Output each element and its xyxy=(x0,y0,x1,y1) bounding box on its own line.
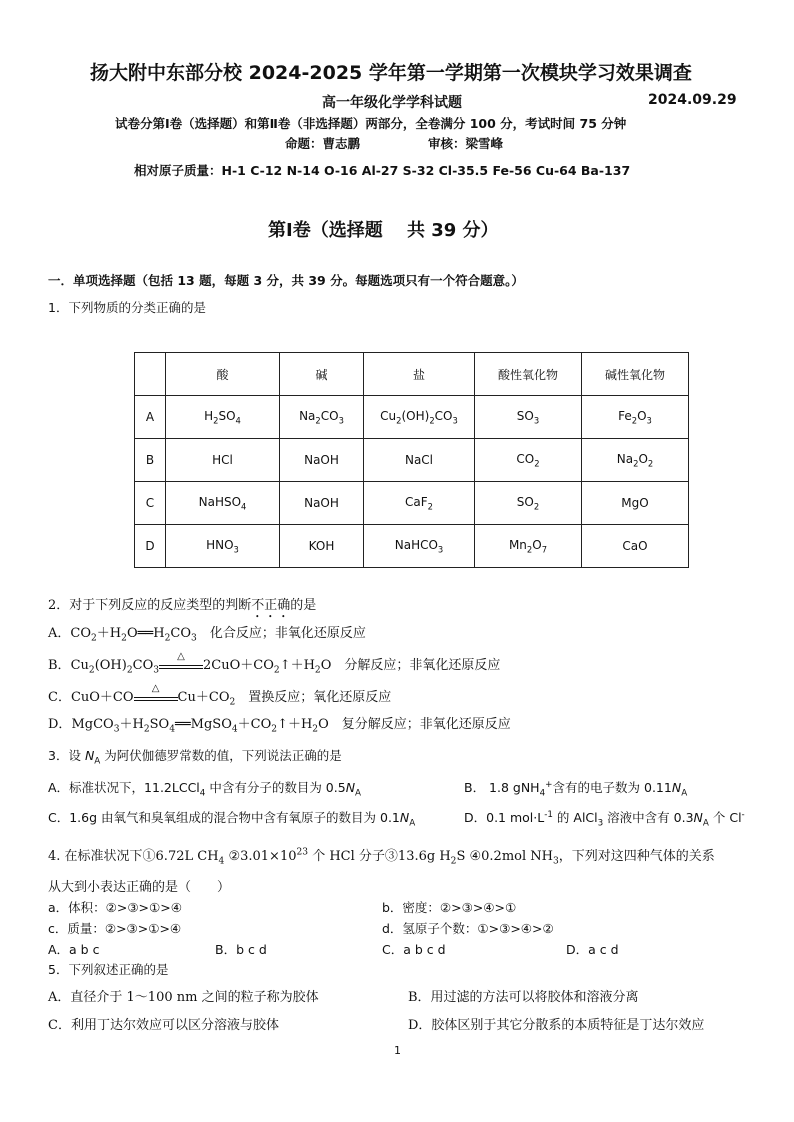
q4-item-a: a．体积：②>③>①>④ xyxy=(48,900,182,915)
table-header-row xyxy=(135,353,689,396)
q2-option-a: A．$CO_2+H_2O══H_2CO_3$ 化合反应；非氧化还原反应 xyxy=(48,626,366,644)
row-label: C xyxy=(135,482,166,525)
table-cell: KOH xyxy=(280,525,364,568)
table-cell: NaCl xyxy=(364,439,475,482)
table-cell: $CO_2$ xyxy=(475,439,582,482)
q2-option-d: D．$MgCO_3+H_2SO_4══MgSO_4+CO_2↑+H_2O$ 复分解反应；非氧化还原反应 xyxy=(48,717,511,735)
q2-option-b: B．$Cu_2(OH)_2CO_3$ △ $2CuO+CO_2↑+H_2O$ 分解反应；非氧化还原反应 xyxy=(48,650,501,676)
q4-item-b: b．密度：②>③>④>① xyxy=(382,900,517,915)
q3-option-c: C．1.6g 由氧气和臭氧组成的混合物中含有氧原子的数目为 $0.1N_A$ xyxy=(48,810,416,829)
row-label: D xyxy=(135,525,166,568)
table-header-cell: 酸性氧化物 xyxy=(475,353,582,396)
q4-choice-b: B．b c d xyxy=(215,942,267,957)
table-row xyxy=(135,525,689,568)
table-cell: $SO_2$ xyxy=(475,482,582,525)
page-number: 1 xyxy=(394,1044,401,1057)
classification-table xyxy=(134,352,689,568)
table-cell: NaHCO$_3$ xyxy=(364,525,475,568)
table-cell: $Fe_2O_3$ xyxy=(582,396,689,439)
row-label: A xyxy=(135,396,166,439)
exam-author: 命题：曹志鹏 xyxy=(285,136,361,151)
table-cell: $Na_2CO_3$ xyxy=(280,396,364,439)
q4-stem-line1: 4. 在标准状况下①6.72L $CH_4$ $②3.01\times 10^{23}$ 个 HCl 分子③13.6g $H_2S$ ④0.2mol $NH_3$，下列对这四种气体的关系 xyxy=(48,847,715,867)
exam-title: 扬大附中东部分校 2024-2025 学年第一学期第一次模块学习效果调查 xyxy=(90,62,692,84)
table-cell: $SO_3$ xyxy=(475,396,582,439)
q2-option-c: C．CuO＋CO △ $Cu+CO_2$ 置换反应；氧化还原反应 xyxy=(48,682,392,708)
table-cell: $H_2SO_4$ xyxy=(166,396,280,439)
table-header-cell: 碱 xyxy=(280,353,364,396)
q5-stem: 5．下列叙述正确的是 xyxy=(48,962,169,977)
atomic-masses: 相对原子质量：H-1 C-12 N-14 O-16 Al-27 S-32 Cl-35.5 Fe-56 Cu-64 Ba-137 xyxy=(134,163,631,178)
q3-option-d: D．0.1 $mol\cdot L^{-1}$ 的 AlCl$_3$ 溶液中含有 $0.3N_A$ 个 Cl- xyxy=(464,809,745,829)
table-cell: $Cu_2(OH)_2CO_3$ xyxy=(364,396,475,439)
table-cell: NaHSO$_4$ xyxy=(166,482,280,525)
q4-choice-c: C．a b c d xyxy=(382,942,446,957)
q5-option-d: D．胶体区别于其它分散系的本质特征是丁达尔效应 xyxy=(408,1018,705,1033)
exam-info: 试卷分第Ⅰ卷（选择题）和第Ⅱ卷（非选择题）两部分，全卷满分 100 分，考试时间 75 分钟 xyxy=(115,116,627,131)
table-cell: $HNO_3$ xyxy=(166,525,280,568)
table-cell: CaF$_2$ xyxy=(364,482,475,525)
q4-item-d: d．氢原子个数：①>③>④>② xyxy=(382,921,554,936)
q4-choice-a: A．a b c xyxy=(48,942,100,957)
exam-date: 2024.09.29 xyxy=(648,92,737,108)
q3-stem: 3．设 $N_A$ 为阿伏伽德罗常数的值，下列说法正确的是 xyxy=(48,748,342,767)
section-title: 第Ⅰ卷（选择题 共 39 分） xyxy=(268,220,499,241)
table-cell: NaOH xyxy=(280,482,364,525)
table-cell: $Na_2O_2$ xyxy=(582,439,689,482)
table-row xyxy=(135,439,689,482)
table-cell: NaOH xyxy=(280,439,364,482)
table-row xyxy=(135,396,689,439)
table-cell: $Mn_2O_7$ xyxy=(475,525,582,568)
q5-option-c: C．利用丁达尔效应可以区分溶液与胶体 xyxy=(48,1018,279,1033)
q3-option-b: B． 1.8 gNH$_4$+含有的电子数为 $0.11N_A$ xyxy=(464,779,688,799)
table-header-cell: 酸 xyxy=(166,353,280,396)
table-cell: CaO xyxy=(582,525,689,568)
q4-stem-line2: 从大到小表达正确的是（ ） xyxy=(48,880,231,895)
q5-option-a: A．直径介于 1～100 nm 之间的粒子称为胶体 xyxy=(48,990,319,1005)
q4-choice-d: D．a c d xyxy=(566,942,619,957)
row-label: B xyxy=(135,439,166,482)
q2-stem: 2．对于下列反应的反应类型的判断不正确的是 xyxy=(48,598,317,613)
table-header-cell: 碱性氧化物 xyxy=(582,353,689,396)
table-cell: MgO xyxy=(582,482,689,525)
q4-item-c: c．质量：②>③>①>④ xyxy=(48,921,182,936)
q3-option-a: A．标准状况下，11.2LCCl$_4$ 中含有分子的数目为 $0.5N_A$ xyxy=(48,780,362,799)
table-header-cell xyxy=(135,353,166,396)
exam-reviewer: 审核：梁雪峰 xyxy=(428,136,504,151)
table-header-cell: 盐 xyxy=(364,353,475,396)
q1-stem: 1．下列物质的分类正确的是 xyxy=(48,300,206,315)
table-cell: HCl xyxy=(166,439,280,482)
section-instructions: 一．单项选择题（包括 13 题，每题 3 分，共 39 分。每题选项只有一个符合题意。） xyxy=(48,273,524,288)
q5-option-b: B．用过滤的方法可以将胶体和溶液分离 xyxy=(408,990,639,1005)
table-row xyxy=(135,482,689,525)
exam-subject: 高一年级化学学科试题 xyxy=(322,95,462,111)
